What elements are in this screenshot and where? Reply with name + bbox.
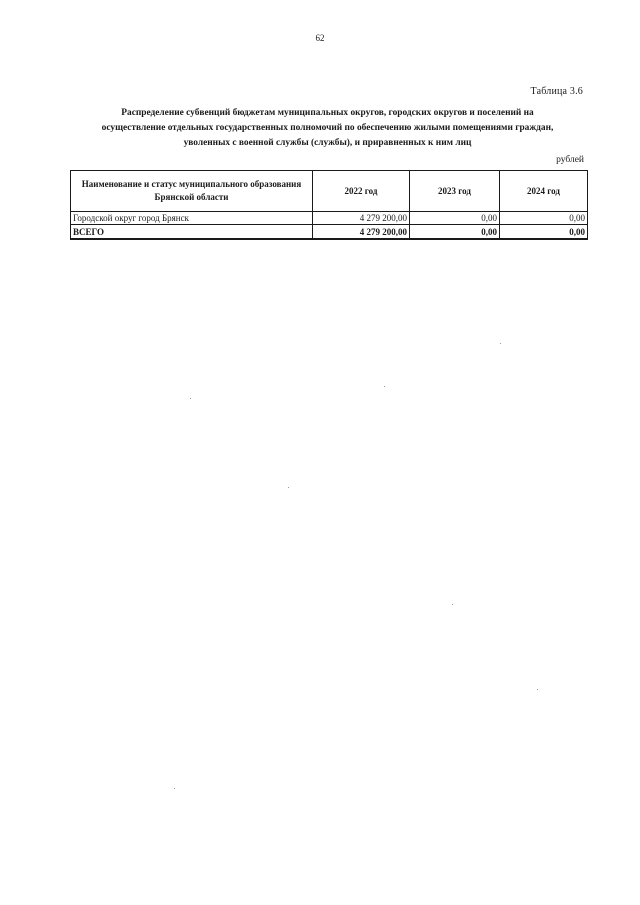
page-number: 62 [315,33,325,43]
cell-2022: 4 279 200,00 [313,212,410,225]
header-2024: 2024 год [500,171,588,212]
title-line: уволенных с военной службы (службы), и приравненных к ним лиц [183,138,472,148]
title-line: осуществление отдельных государственных полномочий по обеспечению жилыми помещениями граждан, [101,123,554,133]
total-2022: 4 279 200,00 [313,225,410,240]
cell-2024: 0,00 [500,212,588,225]
title-line: Распределение субвенций бюджетам муниципальных округов, городских округов и поселений на [121,108,534,118]
cell-municipality: Городской округ город Брянск [71,212,313,225]
table-total-row [71,225,588,240]
document-title [60,106,595,151]
header-2023: 2023 год [410,171,500,212]
table-row [71,212,588,225]
header-municipality: Наименование и статус муниципального образования Брянской области [71,171,313,212]
total-2023: 0,00 [410,225,500,240]
cell-2023: 0,00 [410,212,500,225]
table-reference: Таблица 3.6 [530,86,583,97]
total-2024: 0,00 [500,225,588,240]
table-header-row [71,171,588,212]
total-label: ВСЕГО [71,225,313,240]
subsidy-table [70,170,588,240]
units-label: рублей [556,155,584,165]
header-2022: 2022 год [313,171,410,212]
